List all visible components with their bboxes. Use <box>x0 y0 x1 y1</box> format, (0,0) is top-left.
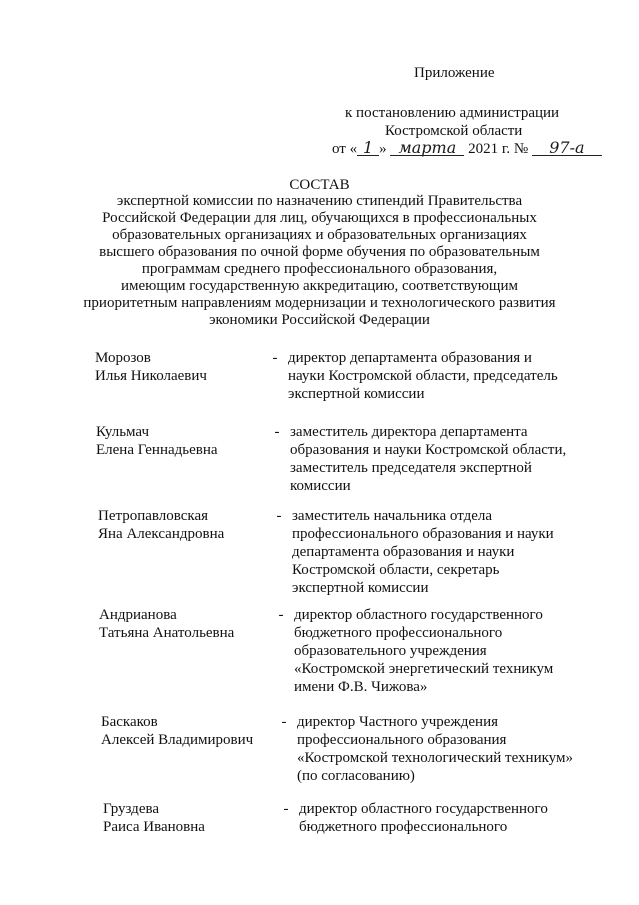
position-line: бюджетного профессионального <box>294 625 503 641</box>
date-prefix: от « <box>332 141 358 157</box>
title-line: экспертной комиссии по назначению стипендий Правительства <box>116 193 523 209</box>
decree-line-1: к постановлению администрации <box>345 105 560 121</box>
member-name <box>96 423 256 459</box>
position-line: комиссии <box>290 478 351 494</box>
position-line: образования и науки Костромской области, <box>290 442 567 458</box>
date-month: марта <box>390 140 464 156</box>
position-line: бюджетного профессионального <box>299 819 508 835</box>
decree-date-line <box>332 140 602 158</box>
member-given-name: Раиса Ивановна <box>103 819 205 835</box>
position-line: заместитель директора департамента <box>290 424 528 440</box>
member-position <box>288 349 579 403</box>
member-position <box>294 606 584 696</box>
position-line: департамента образования и науки <box>292 544 515 560</box>
member-surname: Кульмач <box>96 424 150 440</box>
position-line: (по согласованию) <box>297 768 415 784</box>
date-year: 2021 г. № <box>468 141 529 157</box>
member-dash: - <box>272 350 278 366</box>
member-dash: - <box>278 607 284 623</box>
member-name <box>98 507 258 543</box>
title-line: Российской Федерации для лиц, обучающихся в профессиональных <box>102 210 537 226</box>
position-line: экспертной комиссии <box>288 386 425 402</box>
member-dash: - <box>283 801 289 817</box>
appendix-label: Приложение <box>414 65 495 81</box>
position-line: директор областного государственного <box>294 607 543 623</box>
member-name <box>95 349 255 385</box>
decree-line-2: Костромской области <box>385 123 523 139</box>
member-given-name: Яна Александровна <box>98 526 225 542</box>
member-position <box>299 800 584 836</box>
member-surname: Петропавловская <box>98 508 209 524</box>
member-dash: - <box>281 714 287 730</box>
member-surname: Груздева <box>103 801 160 817</box>
member-position <box>292 507 583 597</box>
date-day: 1 <box>357 140 379 156</box>
position-line: Костромской области, секретарь <box>292 562 500 578</box>
member-surname: Морозов <box>95 350 151 366</box>
position-line: директор областного государственного <box>299 801 548 817</box>
member-given-name: Елена Геннадьевна <box>96 442 218 458</box>
member-given-name: Татьяна Анатольевна <box>99 625 235 641</box>
title-line: высшего образования по очной форме обучения по образовательным <box>99 244 540 260</box>
position-line: науки Костромской области, председатель <box>288 368 558 384</box>
position-line: заместитель председателя экспертной <box>290 460 532 476</box>
position-line: образовательного учреждения <box>294 643 487 659</box>
position-line: «Костромской технологический техникум» <box>297 750 573 766</box>
member-surname: Андрианова <box>99 607 177 623</box>
member-name <box>103 800 263 836</box>
title-line: образовательных организациях и образовательных организациях <box>112 227 527 243</box>
position-line: имени Ф.В. Чижова» <box>294 679 428 695</box>
member-given-name: Алексей Владимирович <box>101 732 254 748</box>
title-line: имеющим государственную аккредитацию, соответствующим <box>120 278 518 294</box>
position-line: профессионального образования и науки <box>292 526 554 542</box>
member-given-name: Илья Николаевич <box>95 368 207 384</box>
position-line: экспертной комиссии <box>292 580 429 596</box>
member-surname: Баскаков <box>101 714 158 730</box>
member-dash: - <box>276 508 282 524</box>
position-line: профессионального образования <box>297 732 507 748</box>
doc-number: 97-а <box>532 140 602 156</box>
date-mid: » <box>379 141 387 157</box>
title-line: приоритетным направлениям модернизации и технологического развития <box>83 295 556 311</box>
document-heading: СОСТАВ <box>289 177 350 193</box>
position-line: «Костромской энергетический техникум <box>294 661 554 677</box>
position-line: директор Частного учреждения <box>297 714 498 730</box>
title-line: экономики Российской Федерации <box>209 312 430 328</box>
position-line: директор департамента образования и <box>288 350 532 366</box>
member-dash: - <box>274 424 280 440</box>
member-position <box>290 423 581 495</box>
position-line: заместитель начальника отдела <box>292 508 492 524</box>
member-position <box>297 713 584 785</box>
member-name <box>101 713 261 749</box>
title-line: программам среднего профессионального образования, <box>141 261 498 277</box>
member-name <box>99 606 259 642</box>
